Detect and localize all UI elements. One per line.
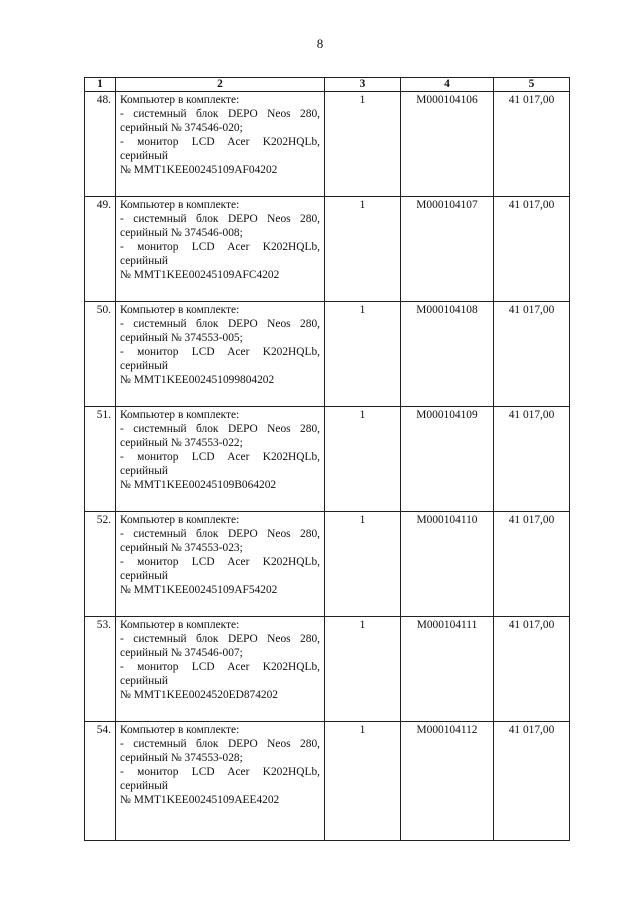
column-header-4: 4	[401, 78, 494, 92]
item-description	[116, 617, 325, 722]
row-number: 50.	[85, 302, 116, 407]
table-header-row	[85, 78, 570, 92]
column-header-1: 1	[85, 78, 116, 92]
description-line: серийный	[120, 150, 168, 162]
table-row	[85, 302, 570, 407]
description-line: - монитор LCD Acer K202HQLb,	[120, 766, 320, 778]
item-quantity: 1	[325, 617, 401, 722]
page-number: 8	[316, 36, 324, 51]
description-line: серийный № 374553-022;	[120, 437, 243, 449]
description-line: серийный № 374546-007;	[120, 647, 243, 659]
description-line: серийный № 374553-028;	[120, 752, 243, 764]
table-row	[85, 512, 570, 617]
description-line: Компьютер в комплекте:	[120, 94, 240, 106]
description-line: - монитор LCD Acer K202HQLb,	[120, 661, 320, 673]
item-price: 41 017,00	[494, 197, 570, 302]
item-quantity: 1	[325, 512, 401, 617]
item-quantity: 1	[325, 722, 401, 841]
description-line: - системный блок DEPO Neos 280,	[120, 528, 320, 540]
description-line: - монитор LCD Acer K202HQLb,	[120, 556, 320, 568]
item-quantity: 1	[325, 92, 401, 197]
item-quantity: 1	[325, 407, 401, 512]
description-line: - монитор LCD Acer K202HQLb,	[120, 346, 320, 358]
column-header-2: 2	[116, 78, 325, 92]
description-line: серийный	[120, 255, 168, 267]
item-quantity: 1	[325, 302, 401, 407]
item-price: 41 017,00	[494, 617, 570, 722]
description-line: № MMT1KEE00245109AF04202	[120, 164, 278, 176]
description-line: № MMT1KEE002451099804202	[120, 374, 275, 386]
table-row	[85, 197, 570, 302]
item-description	[116, 512, 325, 617]
description-line: - монитор LCD Acer K202HQLb,	[120, 136, 320, 148]
description-line: - системный блок DEPO Neos 280,	[120, 423, 320, 435]
item-price: 41 017,00	[494, 407, 570, 512]
item-description	[116, 197, 325, 302]
column-header-3: 3	[325, 78, 401, 92]
description-line: серийный	[120, 570, 168, 582]
column-header-5: 5	[494, 78, 570, 92]
row-number: 53.	[85, 617, 116, 722]
item-description	[116, 92, 325, 197]
inventory-number: M000104107	[401, 197, 494, 302]
description-line: № MMT1KEE00245109B064202	[120, 479, 277, 491]
description-line: Компьютер в комплекте:	[120, 514, 240, 526]
description-line: Компьютер в комплекте:	[120, 409, 240, 421]
table-row	[85, 92, 570, 197]
description-line: - системный блок DEPO Neos 280,	[120, 633, 320, 645]
item-description	[116, 722, 325, 841]
description-line: № MMT1KEE00245109AF54202	[120, 584, 278, 596]
inventory-number: M000104112	[401, 722, 494, 841]
item-description	[116, 407, 325, 512]
description-line: - системный блок DEPO Neos 280,	[120, 108, 320, 120]
row-number: 51.	[85, 407, 116, 512]
description-line: серийный № 374553-005;	[120, 332, 243, 344]
description-line: серийный № 374546-020;	[120, 122, 243, 134]
description-line: - системный блок DEPO Neos 280,	[120, 318, 320, 330]
inventory-table	[84, 77, 570, 841]
inventory-number: M000104111	[401, 617, 494, 722]
description-line: Компьютер в комплекте:	[120, 304, 240, 316]
row-number: 54.	[85, 722, 116, 841]
description-line: серийный	[120, 465, 168, 477]
description-line: серийный	[120, 675, 168, 687]
description-line: - системный блок DEPO Neos 280,	[120, 213, 320, 225]
description-line: - монитор LCD Acer K202HQLb,	[120, 241, 320, 253]
table-body	[85, 92, 570, 841]
description-line: № MMT1KEE00245109AEE4202	[120, 794, 280, 806]
inventory-number: M000104110	[401, 512, 494, 617]
item-price: 41 017,00	[494, 512, 570, 617]
inventory-number: M000104106	[401, 92, 494, 197]
description-line: Компьютер в комплекте:	[120, 724, 240, 736]
row-number: 48.	[85, 92, 116, 197]
description-line: Компьютер в комплекте:	[120, 619, 240, 631]
table-row	[85, 722, 570, 841]
description-line: № MMT1KEE00245109AFC4202	[120, 269, 280, 281]
table-row	[85, 407, 570, 512]
row-number: 49.	[85, 197, 116, 302]
row-number: 52.	[85, 512, 116, 617]
item-price: 41 017,00	[494, 722, 570, 841]
description-line: серийный № 374553-023;	[120, 542, 243, 554]
description-line: серийный	[120, 360, 168, 372]
table-row	[85, 617, 570, 722]
item-description	[116, 302, 325, 407]
description-line: Компьютер в комплекте:	[120, 199, 240, 211]
description-line: серийный № 374546-008;	[120, 227, 243, 239]
description-line: серийный	[120, 780, 168, 792]
item-price: 41 017,00	[494, 92, 570, 197]
inventory-number: M000104109	[401, 407, 494, 512]
item-quantity: 1	[325, 197, 401, 302]
description-line: - системный блок DEPO Neos 280,	[120, 738, 320, 750]
description-line: - монитор LCD Acer K202HQLb,	[120, 451, 320, 463]
description-line: № MMT1KEE0024520ED874202	[120, 689, 278, 701]
inventory-number: M000104108	[401, 302, 494, 407]
item-price: 41 017,00	[494, 302, 570, 407]
